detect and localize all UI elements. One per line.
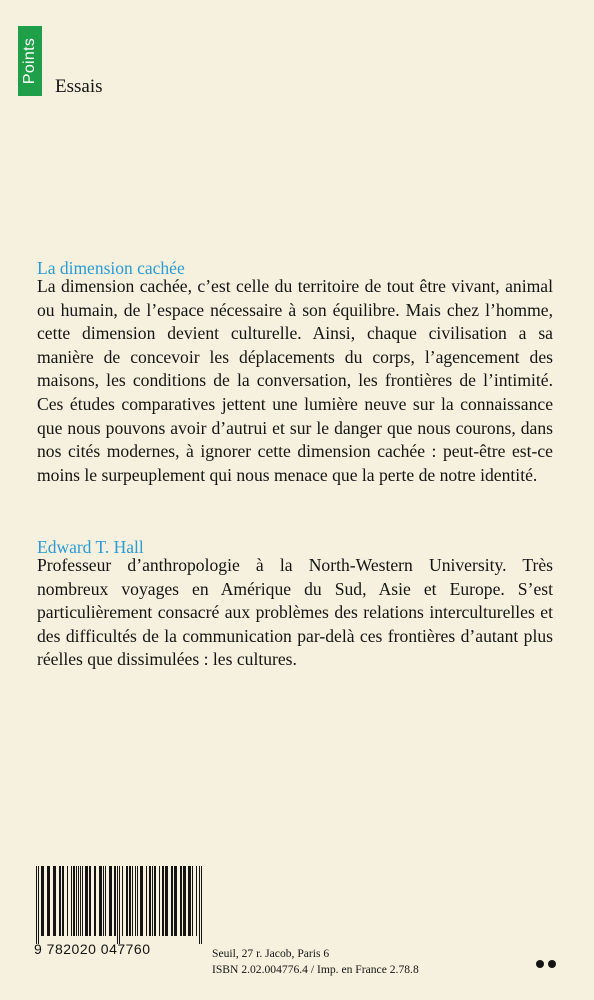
barcode-bar	[152, 866, 153, 936]
author-bio: Professeur d’anthropologie à la North-Western University. Très nombreux voyages en Amérique du Sud, Asie et Europe. S’est particulièrement consacré aux problèmes des relations interculturelles et des difficultés de la communication par-delà ces frontières d’autant plus réelles que dissimulées : les cultures.	[37, 555, 553, 670]
barcode-bar	[82, 866, 83, 936]
barcode-bar	[99, 866, 102, 936]
barcode-bar	[188, 866, 191, 936]
barcode-bar	[78, 866, 79, 936]
barcode-bar	[94, 866, 96, 936]
barcode-bar	[135, 866, 136, 936]
synopsis-title: La dimension cachée	[37, 258, 185, 278]
barcode-guard-bar	[201, 866, 202, 944]
barcode-bar	[114, 866, 116, 936]
barcode-bar	[62, 866, 64, 936]
barcode-digits: 9 782020 047760	[34, 941, 151, 957]
barcode-bar	[154, 866, 156, 936]
barcode-bar	[59, 866, 61, 936]
barcode	[34, 866, 204, 966]
barcode-bar	[89, 866, 91, 936]
barcode-bar	[183, 866, 186, 936]
barcode-bar	[192, 866, 193, 936]
barcode-bar	[41, 866, 44, 936]
barcode-bar	[165, 866, 168, 936]
barcode-bar	[149, 866, 151, 936]
barcode-bar	[76, 866, 77, 936]
barcode-guard-bar	[199, 866, 200, 944]
barcode-bar	[109, 866, 112, 936]
barcode-bar	[105, 866, 106, 936]
barcode-bar	[129, 866, 131, 936]
barcode-bar	[137, 866, 138, 936]
barcode-bar	[174, 866, 177, 936]
barcode-bar	[180, 866, 182, 936]
imprint	[212, 946, 419, 978]
barcode-guard-bar	[36, 866, 37, 944]
barcode-bar	[85, 866, 88, 936]
barcode-bar	[47, 866, 50, 936]
barcode-bar	[159, 866, 160, 936]
barcode-bar	[122, 866, 123, 936]
barcode-bar	[126, 866, 128, 936]
synopsis-text: La dimension cachée, c’est celle du territoire de tout être vivant, animal ou humain, de l’espace nécessaire à son équilibre. Mais chez l’homme, cette dimension devient culturelle. Ainsi, chaque civilisation a sa manière de concevoir les déplacements du corps, l’agencement des maisons, les conditions de la conversation, les frontières de l’intimité. Ces études comparatives jettent une lumière neuve sur la connaissance que nous pouvons avoir d’autrui et sur le danger que nous courons, dans nos cités modernes, à ignorer cette dimension cachée : peut-être est-ce moins le surpeuplement qui nous menace que la perte de notre identité.	[37, 276, 553, 485]
series-tab-label: Points	[21, 37, 38, 85]
barcode-bar	[103, 866, 104, 936]
barcode-bar	[132, 866, 133, 936]
barcode-bar	[71, 866, 72, 936]
barcode-bar	[140, 866, 143, 936]
barcode-bar	[196, 866, 197, 936]
barcode-bar	[53, 866, 56, 936]
barcode-guard-bar	[38, 866, 39, 944]
isbn-line: ISBN 2.02.004776.4 / Imp. en France 2.78.8	[212, 963, 419, 976]
series-tab	[18, 26, 42, 96]
barcode-bar	[146, 866, 147, 936]
barcode-guard-bar	[117, 866, 118, 944]
price-code-dots	[536, 960, 556, 968]
price-dot	[548, 960, 556, 968]
barcode-bar	[73, 866, 75, 936]
barcode-bar	[162, 866, 164, 936]
barcode-bar	[67, 866, 68, 936]
barcode-bar	[80, 866, 81, 936]
publisher-address: Seuil, 27 r. Jacob, Paris 6	[212, 947, 330, 960]
barcode-guard-bar	[119, 866, 120, 944]
author-name: Edward T. Hall	[37, 537, 144, 557]
barcode-bars	[34, 866, 204, 944]
barcode-bar	[171, 866, 173, 936]
collection-name: Essais	[55, 76, 103, 97]
price-dot	[536, 960, 544, 968]
